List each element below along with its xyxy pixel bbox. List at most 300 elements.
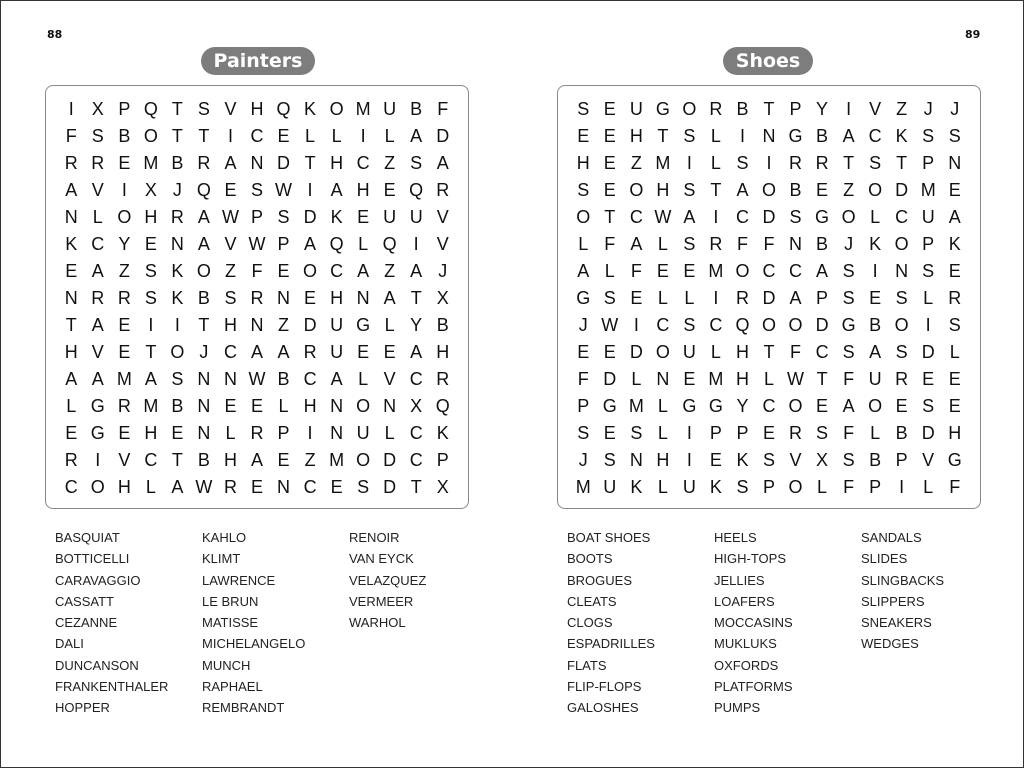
grid-letter[interactable]: Q [735, 315, 750, 335]
grid-letter[interactable]: L [578, 234, 589, 254]
grid-letter[interactable]: H [656, 450, 670, 470]
grid-letter[interactable]: S [603, 450, 616, 470]
grid-letter[interactable]: D [436, 126, 450, 146]
grid-letter[interactable]: O [788, 315, 803, 335]
grid-letter[interactable]: O [761, 180, 776, 200]
grid-letter[interactable]: Z [384, 153, 396, 173]
grid-letter[interactable]: Z [118, 261, 130, 281]
grid-letter[interactable]: A [630, 234, 643, 254]
grid-letter[interactable]: R [948, 288, 962, 308]
grid-letter[interactable]: D [303, 207, 317, 227]
grid-letter[interactable]: I [307, 180, 313, 200]
grid-letter[interactable]: R [250, 423, 264, 443]
grid-letter[interactable]: R [64, 450, 78, 470]
grid-letter[interactable]: G [90, 396, 105, 416]
grid-letter[interactable]: P [577, 396, 590, 416]
grid-letter[interactable]: O [90, 477, 105, 497]
grid-letter[interactable]: L [949, 342, 960, 362]
grid-letter[interactable]: I [686, 423, 692, 443]
grid-letter[interactable]: C [735, 207, 749, 227]
grid-letter[interactable]: P [736, 423, 749, 443]
grid-letter[interactable]: O [682, 99, 697, 119]
grid-letter[interactable]: C [762, 396, 776, 416]
grid-letter[interactable]: H [223, 315, 237, 335]
grid-letter[interactable]: K [171, 261, 184, 281]
grid-letter[interactable]: F [630, 261, 642, 281]
grid-letter[interactable]: A [410, 261, 423, 281]
grid-letter[interactable]: S [948, 315, 961, 335]
grid-letter[interactable]: N [170, 234, 184, 254]
grid-letter[interactable]: H [356, 180, 370, 200]
grid-letter[interactable]: A [91, 369, 104, 389]
grid-letter[interactable]: B [736, 99, 749, 119]
grid-letter[interactable]: O [303, 261, 318, 281]
grid-letter[interactable]: G [90, 423, 105, 443]
grid-letter[interactable]: O [196, 261, 211, 281]
grid-letter[interactable]: K [304, 99, 317, 119]
grid-letter[interactable]: S [144, 288, 157, 308]
grid-letter[interactable]: U [682, 477, 696, 497]
grid-letter[interactable]: L [278, 396, 289, 416]
grid-letter[interactable]: K [330, 207, 343, 227]
grid-letter[interactable]: L [225, 423, 236, 443]
grid-letter[interactable]: N [948, 153, 962, 173]
grid-letter[interactable]: B [895, 423, 908, 443]
grid-letter[interactable]: F [251, 261, 263, 281]
grid-letter[interactable]: A [197, 207, 210, 227]
grid-letter[interactable]: T [171, 450, 183, 470]
grid-letter[interactable]: E [118, 342, 131, 362]
grid-letter[interactable]: L [763, 369, 774, 389]
grid-letter[interactable]: I [633, 315, 639, 335]
grid-letter[interactable]: E [948, 369, 961, 389]
grid-letter[interactable]: R [709, 234, 723, 254]
grid-letter[interactable]: M [575, 477, 591, 497]
grid-letter[interactable]: N [277, 477, 291, 497]
grid-letter[interactable]: X [436, 477, 449, 497]
grid-letter[interactable]: K [630, 477, 643, 497]
grid-letter[interactable]: S [922, 261, 935, 281]
grid-letter[interactable]: C [815, 342, 829, 362]
grid-letter[interactable]: E [656, 261, 669, 281]
grid-letter[interactable]: L [923, 477, 934, 497]
grid-letter[interactable]: Y [816, 99, 829, 119]
grid-letter[interactable]: A [65, 180, 78, 200]
grid-letter[interactable]: S [577, 99, 590, 119]
grid-letter[interactable]: O [841, 207, 856, 227]
grid-letter[interactable]: T [171, 99, 183, 119]
grid-letter[interactable]: L [657, 288, 668, 308]
grid-letter[interactable]: I [686, 450, 692, 470]
grid-letter[interactable]: S [736, 477, 749, 497]
grid-letter[interactable]: A [250, 342, 263, 362]
grid-letter[interactable]: M [355, 99, 371, 119]
grid-letter[interactable]: R [250, 288, 264, 308]
grid-letter[interactable]: F [437, 99, 449, 119]
grid-letter[interactable]: R [91, 288, 105, 308]
grid-letter[interactable]: C [868, 126, 882, 146]
grid-letter[interactable]: L [331, 126, 342, 146]
grid-letter[interactable]: S [683, 126, 696, 146]
grid-letter[interactable]: T [171, 126, 183, 146]
grid-letter[interactable]: E [224, 396, 237, 416]
grid-letter[interactable]: A [436, 153, 449, 173]
grid-letter[interactable]: R [436, 369, 450, 389]
grid-letter[interactable]: O [629, 180, 644, 200]
grid-letter[interactable]: A [869, 342, 882, 362]
grid-letter[interactable]: F [843, 423, 855, 443]
grid-letter[interactable]: N [197, 369, 211, 389]
grid-letter[interactable]: A [683, 207, 696, 227]
grid-letter[interactable]: S [762, 450, 775, 470]
grid-letter[interactable]: E [330, 477, 343, 497]
grid-letter[interactable]: I [766, 153, 772, 173]
grid-letter[interactable]: H [303, 396, 317, 416]
grid-letter[interactable]: P [277, 423, 290, 443]
grid-letter[interactable]: M [116, 369, 132, 389]
grid-letter[interactable]: Z [896, 99, 908, 119]
grid-letter[interactable]: U [682, 342, 696, 362]
grid-letter[interactable]: L [631, 369, 642, 389]
grid-letter[interactable]: M [708, 261, 724, 281]
grid-letter[interactable]: H [576, 153, 590, 173]
grid-letter[interactable]: I [872, 261, 878, 281]
grid-letter[interactable]: P [789, 99, 802, 119]
grid-letter[interactable]: O [894, 315, 909, 335]
grid-letter[interactable]: G [947, 450, 962, 470]
grid-letter[interactable]: M [143, 396, 159, 416]
grid-letter[interactable]: O [788, 477, 803, 497]
grid-letter[interactable]: Q [382, 234, 397, 254]
grid-letter[interactable]: S [922, 126, 935, 146]
grid-letter[interactable]: U [629, 99, 643, 119]
grid-letter[interactable]: T [145, 342, 157, 362]
grid-letter[interactable]: I [686, 153, 692, 173]
grid-letter[interactable]: P [118, 99, 131, 119]
grid-letter[interactable]: W [221, 207, 239, 227]
grid-letter[interactable]: S [577, 423, 590, 443]
grid-letter[interactable]: E [922, 369, 935, 389]
grid-letter[interactable]: C [330, 261, 344, 281]
grid-letter[interactable]: N [629, 450, 643, 470]
grid-letter[interactable]: O [143, 126, 158, 146]
grid-letter[interactable]: L [384, 126, 395, 146]
grid-letter[interactable]: S [789, 207, 802, 227]
grid-letter[interactable]: T [65, 315, 77, 335]
grid-letter[interactable]: L [145, 477, 156, 497]
grid-letter[interactable]: C [656, 315, 670, 335]
grid-letter[interactable]: B [277, 369, 290, 389]
grid-letter[interactable]: C [762, 261, 776, 281]
grid-letter[interactable]: K [436, 423, 449, 443]
grid-letter[interactable]: D [629, 342, 643, 362]
grid-letter[interactable]: C [303, 369, 317, 389]
grid-letter[interactable]: I [148, 315, 154, 335]
grid-letter[interactable]: O [356, 450, 371, 470]
grid-letter[interactable]: G [356, 315, 371, 335]
grid-letter[interactable]: O [735, 261, 750, 281]
grid-letter[interactable]: D [921, 342, 935, 362]
grid-letter[interactable]: M [655, 153, 671, 173]
grid-letter[interactable]: S [869, 153, 882, 173]
grid-letter[interactable]: M [143, 153, 159, 173]
grid-letter[interactable]: L [817, 477, 828, 497]
grid-letter[interactable]: L [870, 207, 881, 227]
grid-letter[interactable]: J [199, 342, 209, 362]
grid-letter[interactable]: E [277, 261, 290, 281]
grid-letter[interactable]: L [710, 153, 721, 173]
grid-letter[interactable]: U [383, 207, 397, 227]
grid-letter[interactable]: N [250, 153, 264, 173]
grid-letter[interactable]: N [330, 396, 344, 416]
grid-letter[interactable]: T [763, 99, 775, 119]
grid-letter[interactable]: B [118, 126, 131, 146]
grid-letter[interactable]: P [436, 450, 449, 470]
grid-letter[interactable]: R [789, 423, 803, 443]
grid-letter[interactable]: E [277, 450, 290, 470]
grid-letter[interactable]: M [628, 396, 644, 416]
grid-letter[interactable]: E [869, 288, 882, 308]
grid-letter[interactable]: A [65, 369, 78, 389]
grid-letter[interactable]: A [357, 261, 370, 281]
grid-letter[interactable]: C [629, 207, 643, 227]
grid-letter[interactable]: C [409, 450, 423, 470]
grid-letter[interactable]: O [655, 342, 670, 362]
grid-letter[interactable]: O [117, 207, 132, 227]
grid-letter[interactable]: I [307, 423, 313, 443]
grid-letter[interactable]: R [436, 180, 450, 200]
grid-letter[interactable]: J [578, 315, 588, 335]
grid-letter[interactable]: R [91, 153, 105, 173]
grid-letter[interactable]: C [789, 261, 803, 281]
grid-letter[interactable]: K [736, 450, 749, 470]
grid-letter[interactable]: A [304, 234, 317, 254]
grid-letter[interactable]: R [815, 153, 829, 173]
grid-letter[interactable]: O [868, 396, 883, 416]
grid-letter[interactable]: I [713, 288, 719, 308]
grid-letter[interactable]: E [577, 342, 590, 362]
grid-letter[interactable]: A [197, 234, 210, 254]
grid-letter[interactable]: T [816, 369, 828, 389]
grid-letter[interactable]: G [815, 207, 830, 227]
grid-letter[interactable]: P [277, 234, 290, 254]
grid-letter[interactable]: H [735, 342, 749, 362]
grid-letter[interactable]: T [843, 153, 855, 173]
grid-letter[interactable]: Q [329, 234, 344, 254]
grid-letter[interactable]: S [277, 207, 290, 227]
grid-letter[interactable]: L [384, 315, 395, 335]
grid-letter[interactable]: S [683, 180, 696, 200]
grid-letter[interactable]: A [330, 369, 343, 389]
grid-letter[interactable]: C [144, 450, 158, 470]
grid-letter[interactable]: H [117, 477, 131, 497]
grid-letter[interactable]: H [656, 180, 670, 200]
grid-letter[interactable]: E [118, 423, 131, 443]
grid-letter[interactable]: I [68, 99, 74, 119]
grid-letter[interactable]: A [410, 126, 423, 146]
grid-letter[interactable]: E [683, 369, 696, 389]
grid-letter[interactable]: T [657, 126, 669, 146]
grid-letter[interactable]: R [170, 207, 184, 227]
grid-letter[interactable]: E [603, 423, 616, 443]
grid-letter[interactable]: B [171, 396, 184, 416]
grid-letter[interactable]: A [816, 261, 829, 281]
grid-letter[interactable]: Q [409, 180, 424, 200]
grid-letter[interactable]: E [948, 180, 961, 200]
grid-letter[interactable]: H [144, 423, 158, 443]
grid-letter[interactable]: S [736, 153, 749, 173]
grid-letter[interactable]: C [709, 315, 723, 335]
grid-letter[interactable]: F [790, 342, 802, 362]
grid-letter[interactable]: S [842, 261, 855, 281]
grid-letter[interactable]: H [330, 153, 344, 173]
grid-letter[interactable]: M [329, 450, 345, 470]
grid-letter[interactable]: L [710, 126, 721, 146]
grid-letter[interactable]: O [761, 315, 776, 335]
grid-letter[interactable]: P [709, 423, 722, 443]
grid-letter[interactable]: P [922, 153, 935, 173]
grid-letter[interactable]: V [436, 234, 449, 254]
grid-letter[interactable]: L [923, 288, 934, 308]
grid-letter[interactable]: V [91, 180, 104, 200]
grid-letter[interactable]: F [843, 369, 855, 389]
grid-letter[interactable]: A [842, 396, 855, 416]
grid-letter[interactable]: T [198, 315, 210, 335]
grid-letter[interactable]: W [248, 369, 266, 389]
grid-letter[interactable]: H [250, 99, 264, 119]
grid-letter[interactable]: L [710, 342, 721, 362]
grid-letter[interactable]: R [735, 288, 749, 308]
grid-letter[interactable]: S [895, 342, 908, 362]
grid-letter[interactable]: C [250, 126, 264, 146]
grid-letter[interactable]: V [224, 99, 237, 119]
grid-letter[interactable]: Y [410, 315, 423, 335]
grid-letter[interactable]: C [895, 207, 909, 227]
grid-letter[interactable]: B [171, 153, 184, 173]
grid-letter[interactable]: C [223, 342, 237, 362]
grid-letter[interactable]: A [410, 342, 423, 362]
grid-letter[interactable]: P [816, 288, 829, 308]
grid-letter[interactable]: B [869, 315, 882, 335]
grid-letter[interactable]: D [762, 207, 776, 227]
grid-letter[interactable]: B [816, 234, 829, 254]
grid-letter[interactable]: H [223, 450, 237, 470]
grid-letter[interactable]: A [250, 450, 263, 470]
grid-letter[interactable]: W [654, 207, 672, 227]
grid-letter[interactable]: T [604, 207, 616, 227]
grid-letter[interactable]: I [925, 315, 931, 335]
grid-letter[interactable]: J [578, 450, 588, 470]
grid-letter[interactable]: H [64, 342, 78, 362]
grid-letter[interactable]: U [409, 207, 423, 227]
grid-letter[interactable]: E [65, 261, 78, 281]
grid-letter[interactable]: S [144, 261, 157, 281]
grid-letter[interactable]: D [603, 369, 617, 389]
grid-letter[interactable]: P [762, 477, 775, 497]
grid-letter[interactable]: E [277, 126, 290, 146]
grid-letter[interactable]: W [275, 180, 293, 200]
grid-letter[interactable]: E [603, 126, 616, 146]
grid-letter[interactable]: R [895, 369, 909, 389]
grid-letter[interactable]: V [118, 450, 131, 470]
grid-letter[interactable]: U [921, 207, 935, 227]
grid-letter[interactable]: S [224, 288, 237, 308]
grid-letter[interactable]: S [683, 315, 696, 335]
grid-letter[interactable]: G [708, 396, 723, 416]
grid-letter[interactable]: V [789, 450, 802, 470]
grid-letter[interactable]: C [409, 369, 423, 389]
grid-letter[interactable]: E [709, 450, 722, 470]
grid-letter[interactable]: E [603, 180, 616, 200]
grid-letter[interactable]: N [330, 423, 344, 443]
grid-letter[interactable]: S [357, 477, 370, 497]
grid-letter[interactable]: O [576, 207, 591, 227]
grid-letter[interactable]: O [788, 396, 803, 416]
grid-letter[interactable]: E [948, 261, 961, 281]
grid-letter[interactable]: E [603, 153, 616, 173]
grid-letter[interactable]: Z [630, 153, 642, 173]
grid-letter[interactable]: N [789, 234, 803, 254]
grid-letter[interactable]: E [683, 261, 696, 281]
grid-letter[interactable]: W [601, 315, 619, 335]
grid-letter[interactable]: T [198, 126, 210, 146]
grid-letter[interactable]: W [787, 369, 805, 389]
grid-letter[interactable]: F [843, 477, 855, 497]
grid-letter[interactable]: F [577, 369, 589, 389]
grid-letter[interactable]: I [713, 207, 719, 227]
grid-letter[interactable]: U [383, 99, 397, 119]
grid-letter[interactable]: E [171, 423, 184, 443]
grid-letter[interactable]: S [842, 342, 855, 362]
grid-letter[interactable]: A [330, 180, 343, 200]
grid-letter[interactable]: L [92, 207, 103, 227]
grid-letter[interactable]: A [91, 315, 104, 335]
grid-letter[interactable]: N [656, 369, 670, 389]
grid-letter[interactable]: X [91, 99, 104, 119]
grid-letter[interactable]: B [789, 180, 802, 200]
grid-letter[interactable]: F [736, 234, 748, 254]
grid-letter[interactable]: A [736, 180, 749, 200]
grid-letter[interactable]: H [735, 369, 749, 389]
grid-letter[interactable]: E [603, 99, 616, 119]
grid-letter[interactable]: V [922, 450, 935, 470]
grid-letter[interactable]: L [305, 126, 316, 146]
grid-letter[interactable]: V [869, 99, 882, 119]
grid-letter[interactable]: B [410, 99, 423, 119]
grid-letter[interactable]: U [868, 369, 882, 389]
grid-letter[interactable]: P [250, 207, 263, 227]
grid-letter[interactable]: Q [143, 99, 158, 119]
grid-letter[interactable]: L [358, 369, 369, 389]
grid-letter[interactable]: M [920, 180, 936, 200]
grid-letter[interactable]: S [250, 180, 263, 200]
grid-letter[interactable]: O [894, 234, 909, 254]
grid-letter[interactable]: P [922, 234, 935, 254]
grid-letter[interactable]: A [91, 261, 104, 281]
grid-letter[interactable]: C [356, 153, 370, 173]
grid-letter[interactable]: E [816, 396, 829, 416]
grid-letter[interactable]: H [436, 342, 450, 362]
grid-letter[interactable]: E [118, 315, 131, 335]
grid-letter[interactable]: S [816, 423, 829, 443]
grid-letter[interactable]: Q [196, 180, 211, 200]
grid-letter[interactable]: L [657, 396, 668, 416]
grid-letter[interactable]: N [250, 315, 264, 335]
grid-letter[interactable]: W [195, 477, 213, 497]
grid-letter[interactable]: O [868, 180, 883, 200]
grid-letter[interactable]: L [66, 396, 77, 416]
grid-letter[interactable]: B [816, 126, 829, 146]
